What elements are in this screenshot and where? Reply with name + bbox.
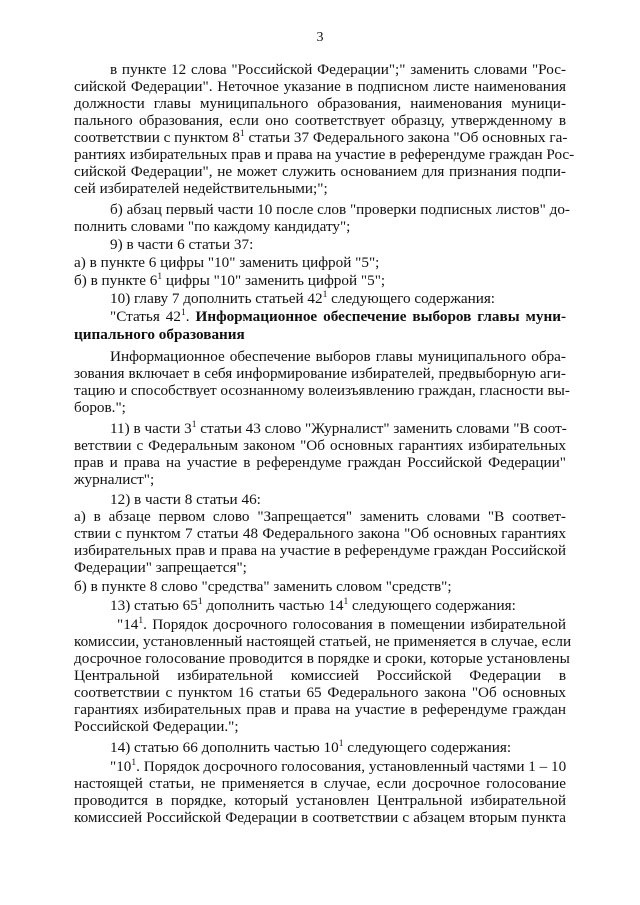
text-line: избирательных прав и права на участие в референдуме граждан Российской [74,542,566,559]
text-line: соответствии с пунктом 16 статьи 65 Федерального закона "Об основных [74,684,566,701]
text-line: ципального образования [74,326,245,343]
text-line: б) в пункте 8 слово "средства" заменить словом "средств"; [74,578,452,595]
text-line: б) абзац первый части 10 после слов "проверки подписных листов" до- [110,201,570,218]
text-line: проводится в порядке, который установлен Центральной избирательной [74,792,566,809]
text-line: сийской Федерации". Неточное указание в подписном листе наименования [74,78,566,95]
text-line: зования включает в себя информирование избирателей, предвыборную аги- [74,365,566,382]
text-line: Центральной избирательной комиссией Российской Федерации в [74,667,566,684]
text-line: 10) главу 7 дополнить статьей $42^1$ следующего содержания: [110,290,496,307]
text-line: комиссией Российской Федерации в соответствии с абзацем вторым пункта [74,809,566,826]
text-line: "Статья $42^1$. Информационное обеспечение выборов главы муни- [110,308,567,325]
text-line: боров."; [74,399,126,416]
text-line: журналист"; [74,471,155,488]
text-line: рантиях избирательных прав и права на участие в референдуме граждан Рос- [74,146,575,163]
text-line: соответствии с пунктом $8^1$ статьи 37 Федерального закона "Об основных га- [74,129,568,146]
text-line: настоящей статьи, не применяется в случае, если досрочное голосование [74,775,566,792]
text-line: 11) в части $3^1$ статьи 43 слово "Журналист" заменить словами "В соот- [110,420,567,437]
text-line: а) в абзаце первом слово "Запрещается" заменить словами "В соответ- [74,508,566,525]
text-line: полнить словами "по каждому кандидату"; [74,218,351,235]
text-line: "$14^1$. Порядок досрочного голосования в помещении избирательной [117,616,566,633]
text-line: ствии с пунктом 7 статьи 48 Федерального закона "Об основных гарантиях [74,525,566,542]
text-line: Российской Федерации."; [74,718,239,735]
text-line: Федерации" запрещается"; [74,559,247,576]
text-line: прав и права на участие в референдуме граждан Российской Федерации" [74,454,566,471]
text-line: тацию и способствует осознанному волеизъявлению граждан, гласности вы- [74,382,570,399]
text-line: в пункте 12 слова "Российской Федерации";" заменить словами "Рос- [110,61,566,78]
text-line: досрочное голосование проводится в порядке и сроки, которые установлены [74,650,570,667]
text-line: а) в пункте 6 цифры "10" заменить цифрой "5"; [74,254,380,271]
text-line: сийской Федерации", не может служить основанием для признания подпи- [74,163,566,180]
text-line: 13) статью $65^1$ дополнить частью $14^1$ следующего содержания: [110,597,516,614]
text-line: пального образования, если оно соответствует образцу, утвержденному в [74,112,566,129]
text-line: ветствии с Федеральным законом "Об основных гарантиях избирательных [74,437,566,454]
text-line: 14) статью 66 дополнить частью $10^1$ следующего содержания: [110,739,512,756]
text-line: 12) в части 8 статьи 46: [110,491,261,508]
text-line: должности главы муниципального образования, наименования муници- [74,95,566,112]
text-line: комиссии, установленный настоящей статьей, не применяется в случае, если [74,633,572,650]
text-line: "$10^1$. Порядок досрочного голосования, установленный частями 1 – 10 [110,758,567,775]
text-line: б) в пункте $6^1$ цифры "10" заменить цифрой "5"; [74,272,386,289]
text-line: гарантиях избирательных прав и права на участие в референдуме граждан [74,701,566,718]
page-number: 3 [316,30,324,45]
text-line: Информационное обеспечение выборов главы муниципального обра- [110,348,566,365]
text-line: 9) в части 6 статьи 37: [110,236,254,253]
text-line: сей избирателей недействительными;"; [74,180,328,197]
